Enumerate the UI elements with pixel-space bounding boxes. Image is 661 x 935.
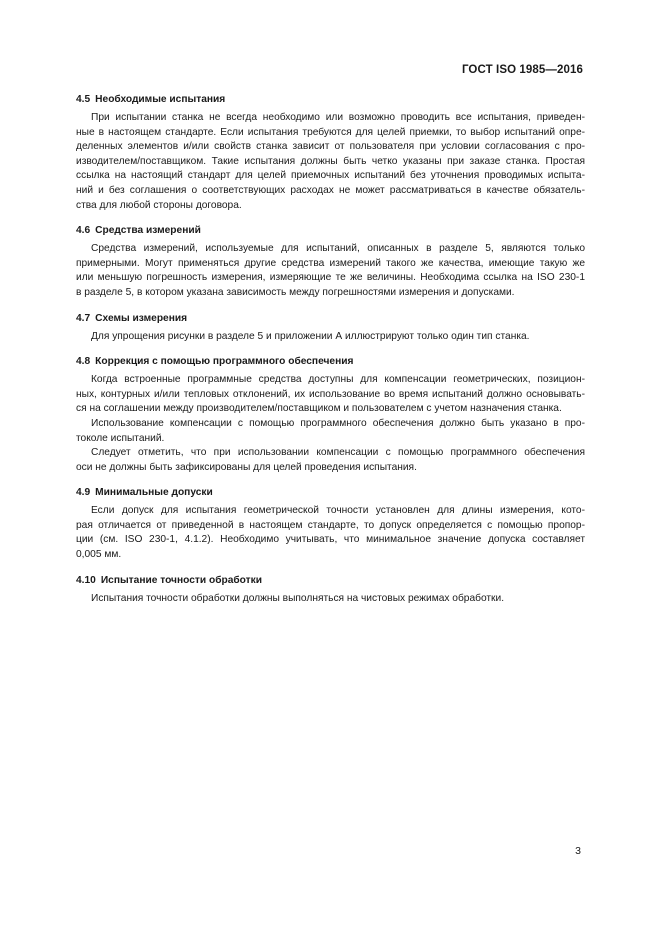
section-number: 4.7 bbox=[76, 312, 91, 324]
paragraph-line: ные в настоящем стандарте. Если испытания требуются для целей приемки, то выбор испытаний опре- bbox=[76, 126, 585, 138]
section-4-5 bbox=[76, 93, 585, 213]
paragraph-line: Для упрощения рисунки в разделе 5 и приложении А иллюстрируют только один тип станка. bbox=[91, 330, 530, 342]
section-4-6 bbox=[76, 224, 585, 300]
paragraph-line: ся на соглашении между производителем/поставщиком и пользователем с учетом назначения станка. bbox=[76, 403, 562, 415]
paragraph-line: в разделе 5, в котором указана зависимость между погрешностями измерения и допусками. bbox=[76, 286, 515, 298]
paragraph-line: ства для любой стороны договора. bbox=[76, 199, 242, 211]
section-4-10 bbox=[76, 574, 585, 607]
section-title: Коррекция с помощью программного обеспечения bbox=[95, 356, 354, 368]
section-title: Схемы измерения bbox=[95, 312, 188, 324]
paragraph-line: рая отличается от приведенной в настоящем стандарте, то допуск определяется с помощью пропор- bbox=[76, 519, 585, 531]
paragraph-line: ции (см. ISO 230-1, 4.1.2). Необходимо учитывать, что минимальное значение допуска составляет bbox=[76, 534, 585, 546]
paragraph-line: Использование компенсации с помощью программного обеспечения должно быть указано в про- bbox=[91, 417, 585, 429]
paragraph bbox=[76, 242, 585, 300]
section-number: 4.5 bbox=[76, 94, 91, 105]
paragraph-line: Следует отметить, что при использовании компенсации с помощью программного обеспечения bbox=[91, 447, 585, 459]
section-title: Средства измерений bbox=[95, 225, 201, 237]
paragraph-line: или меньшую погрешность измерения, измеряющие те же величины. Необходима ссылка на ISO 230-1 bbox=[76, 272, 585, 284]
section-4-8 bbox=[76, 355, 585, 475]
paragraph bbox=[76, 111, 585, 213]
page-number: 3 bbox=[575, 845, 581, 857]
paragraph-line: токоле испытаний. bbox=[76, 432, 165, 444]
paragraph-line: ний и без соглашения о соответствующих расходах не может рассматриваться в качестве обязатель- bbox=[76, 184, 585, 196]
paragraph-line: Если допуск для испытания геометрической точности установлен для длины измерения, кото- bbox=[91, 505, 585, 517]
paragraph-line: ных, контурных и/или тепловых отклонений, их использование во время испытаний должно основывать- bbox=[76, 388, 585, 400]
paragraph-line: 0,005 мм. bbox=[76, 549, 122, 561]
section-heading bbox=[76, 355, 585, 369]
section-number: 4.6 bbox=[76, 225, 91, 237]
document-body bbox=[76, 93, 585, 617]
section-heading bbox=[76, 224, 585, 238]
paragraph-line: примерными. Могут применяться другие средства измерений такого же качества, имеющие такую же bbox=[76, 257, 585, 269]
paragraph-line: деленных элементов и/или свойств станка зависит от пользователя при условии согласования с про- bbox=[76, 141, 585, 153]
section-heading bbox=[76, 312, 585, 326]
paragraph bbox=[76, 330, 585, 345]
paragraph-line: оси не должны быть зафиксированы для целей проведения испытания. bbox=[76, 461, 417, 473]
section-title: Испытание точности обработки bbox=[100, 574, 262, 586]
section-title: Минимальные допуски bbox=[95, 487, 213, 499]
paragraph bbox=[76, 592, 585, 607]
paragraph-line: Испытания точности обработки должны выполняться на чистовых режимах обработки. bbox=[91, 592, 505, 604]
section-number: 4.8 bbox=[76, 356, 91, 368]
section-heading bbox=[76, 486, 585, 500]
paragraph bbox=[76, 446, 585, 475]
section-number: 4.10 bbox=[76, 574, 96, 586]
paragraph-line: ссылка на настоящий стандарт для целей приемочных испытаний без уточнения проводимых испыта- bbox=[76, 170, 585, 182]
paragraph-line: При испытании станка не всегда необходимо или возможно проводить все испытания, приведен- bbox=[91, 112, 585, 123]
paragraph bbox=[76, 504, 585, 562]
section-number: 4.9 bbox=[76, 487, 91, 499]
paragraph bbox=[76, 417, 585, 446]
document-header: ГОСТ ISO 1985—2016 bbox=[461, 64, 583, 76]
section-heading bbox=[76, 574, 585, 588]
section-4-9 bbox=[76, 486, 585, 562]
paragraph-line: Когда встроенные программные средства доступны для компенсации геометрических, позицион- bbox=[91, 374, 585, 386]
paragraph bbox=[76, 373, 585, 417]
section-4-7 bbox=[76, 312, 585, 345]
paragraph-line: изводителем/поставщиком. Такие испытания должны быть четко указаны при заказе станка. Простая bbox=[76, 155, 585, 167]
section-title: Необходимые испытания bbox=[95, 94, 226, 105]
paragraph-line: Средства измерений, используемые для испытаний, описанных в разделе 5, являются только bbox=[91, 243, 585, 255]
section-heading bbox=[76, 93, 585, 107]
